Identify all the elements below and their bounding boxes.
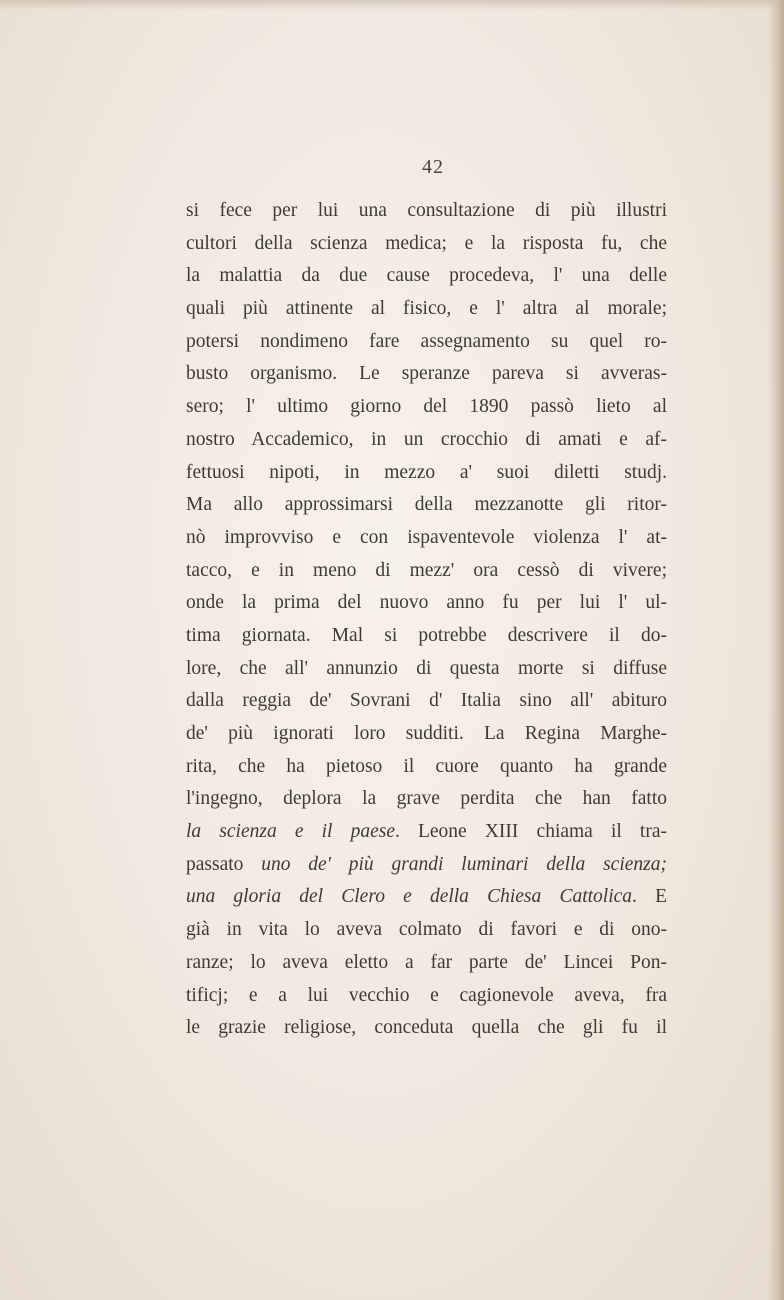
text-segment: Ma allo approssimarsi della mezzanotte gli ritor- [186,494,667,516]
text-segment: ranze; lo aveva eletto a far parte de' Lincei Pon- [186,951,667,973]
text-line [186,489,667,522]
text-line [186,391,667,424]
text-segment: busto organismo. Le speranze pareva si avveras- [186,363,667,385]
text-line [186,424,667,457]
text-line [186,783,667,816]
text-line [186,457,667,490]
text-segment: . E [632,886,667,908]
text-line [186,358,667,391]
text-line [186,195,667,228]
text-segment: fettuosi nipoti, in mezzo a' suoi diletti studj. [186,461,667,483]
text-segment: già in vita lo aveva colmato di favori e di ono- [186,919,667,941]
italic-text: la scienza e il paese [186,821,395,843]
text-segment: nò improvviso e con ispaventevole violenza l' at- [186,526,667,548]
text-segment: l'ingegno, deplora la grave perdita che han fatto [186,788,667,810]
text-segment: si fece per lui una consultazione di più illustri [186,200,667,221]
text-segment: passato [186,853,262,875]
text-line [186,849,667,882]
text-segment: tificj; e a lui vecchio e cagionevole aveva, fra [186,984,667,1006]
text-line [186,326,667,359]
text-segment: dalla reggia de' Sovrani d' Italia sino all' abituro [186,690,667,712]
text-segment: rita, che ha pietoso il cuore quanto ha grande [186,755,667,777]
italic-text: uno de' più grandi luminari della scienza; [261,853,667,875]
text-segment: la malattia da due cause procedeva, l' una delle [186,265,667,287]
text-segment: tima giornata. Mal si potrebbe descrivere il do- [186,624,667,646]
text-line [186,1012,667,1045]
body-text [186,195,667,1045]
text-segment: quali più attinente al fisico, e l' altra al morale; [186,298,667,320]
text-line [186,522,667,555]
italic-text: una gloria del Clero e della Chiesa Cattolica [186,886,633,908]
text-line [186,260,667,293]
text-segment: de' più ignorati loro sudditi. La Regina Marghe- [186,723,667,744]
text-segment: nostro Accademico, in un crocchio di amati e af- [186,428,667,450]
text-line [186,947,667,980]
text-segment: tacco, e in meno di mezz' ora cessò di vivere; [186,559,667,581]
page-top-edge [0,0,784,10]
text-line [186,228,667,261]
text-segment: onde la prima del nuovo anno fu per lui l' ul- [186,592,667,614]
text-line [186,914,667,947]
text-segment: cultori della scienza medica; e la risposta fu, che [186,232,667,254]
text-segment: sero; l' ultimo giorno del 1890 passò lieto al [186,396,667,418]
text-line [186,751,667,784]
text-segment: . Leone XIII chiama il tra- [394,821,667,843]
text-line [186,718,667,751]
page-right-edge [768,0,784,1300]
text-line [186,816,667,849]
text-line [186,555,667,588]
text-line [186,685,667,718]
text-line [186,620,667,653]
text-segment: le grazie religiose, conceduta quella che gli fu il [186,1017,667,1039]
text-line [186,980,667,1013]
page-number: 42 [422,156,444,178]
text-line [186,881,667,914]
text-line [186,653,667,686]
text-line [186,293,667,326]
text-line [186,587,667,620]
text-segment: lore, che all' annunzio di questa morte si diffuse [186,657,667,679]
text-segment: potersi nondimeno fare assegnamento su quel ro- [186,330,667,352]
